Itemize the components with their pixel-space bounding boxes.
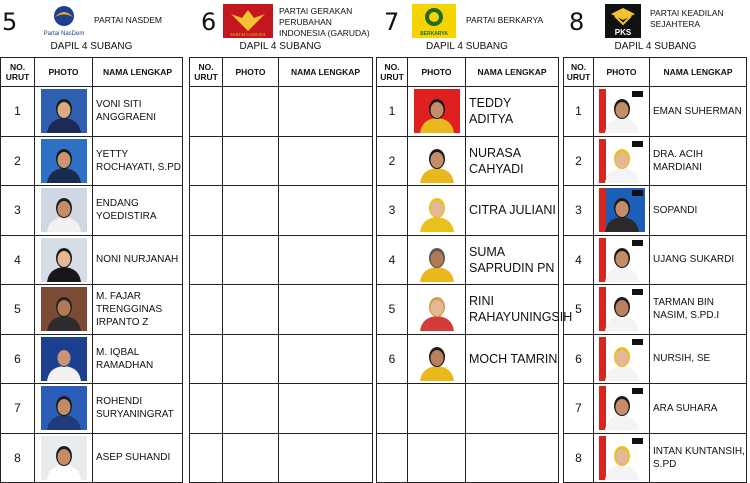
candidate-name: VONI SITI ANGGRAENI	[93, 87, 183, 137]
candidate-photo-cell	[594, 433, 650, 483]
party-header	[376, 0, 558, 40]
photo-face	[615, 350, 628, 366]
candidate-name: UJANG SUKARDI	[650, 235, 747, 285]
candidate-row	[564, 285, 747, 335]
candidate-table	[376, 57, 573, 483]
flag-stripe	[599, 238, 606, 282]
candidate-number: 4	[564, 235, 594, 285]
candidate-number: 6	[564, 334, 594, 384]
candidate-row	[377, 235, 559, 285]
dapil-label: DAPIL 4 SUBANG	[239, 41, 322, 52]
candidate-row	[1, 384, 183, 434]
pks-logo-text: PKS	[614, 28, 632, 37]
party-number: 7	[384, 8, 400, 36]
party-number: 6	[201, 8, 217, 36]
party-name: PARTAI BERKARYA	[466, 15, 544, 25]
candidate-photo-cell	[408, 285, 466, 335]
candidate-number	[190, 186, 223, 236]
candidate-number: 2	[564, 136, 594, 186]
candidate-photo-cell	[223, 433, 279, 483]
photo-face	[615, 152, 628, 168]
candidate-row	[1, 285, 183, 335]
candidate-name	[466, 384, 559, 434]
candidate-number: 5	[564, 285, 594, 335]
candidate-name: NURSIH, SE	[650, 334, 747, 384]
candidate-row	[1, 433, 183, 483]
party-name: PARTAI GERAKAN PERUBAHAN INDONESIA (GARUDA)	[279, 6, 370, 38]
candidate-row	[377, 384, 559, 434]
candidate-name	[279, 87, 373, 137]
candidate-photo	[414, 287, 460, 331]
col-header-photo: PHOTO	[35, 58, 93, 87]
candidate-name	[279, 235, 373, 285]
candidate-photo-cell	[408, 384, 466, 434]
photo-face	[430, 300, 443, 316]
party-header	[563, 0, 748, 40]
pks-badge	[632, 91, 643, 97]
party-panel-berkarya	[376, 0, 573, 482]
candidate-name: ARA SUHARA	[650, 384, 747, 434]
candidate-row	[564, 136, 747, 186]
candidate-photo	[41, 89, 87, 133]
candidate-photo-cell	[223, 334, 279, 384]
flag-stripe	[599, 386, 606, 430]
party-number: 8	[569, 8, 585, 36]
candidate-name	[279, 334, 373, 384]
col-header-no: NO. URUT	[1, 58, 35, 87]
candidate-name: NONI NURJANAH	[93, 235, 183, 285]
candidate-row	[564, 433, 747, 483]
candidate-number: 5	[1, 285, 35, 335]
berkarya-logo-text: BERKARYA	[420, 31, 448, 37]
dapil-label: DAPIL 4 SUBANG	[50, 41, 133, 52]
photo-face	[615, 399, 628, 415]
candidate-row	[1, 186, 183, 236]
candidate-number: 6	[377, 334, 408, 384]
flag-stripe	[599, 287, 606, 331]
candidate-row	[377, 87, 559, 137]
photo-face	[615, 449, 628, 465]
candidate-number: 1	[564, 87, 594, 137]
candidate-number: 3	[1, 186, 35, 236]
candidate-row	[190, 186, 373, 236]
candidate-photo	[599, 386, 645, 430]
candidate-photo-cell	[35, 87, 93, 137]
candidate-name	[279, 433, 373, 483]
candidate-photo	[414, 337, 460, 381]
candidate-name: SUMA SAPRUDIN PN	[466, 235, 559, 285]
candidate-photo-cell	[35, 235, 93, 285]
candidate-row	[190, 334, 373, 384]
photo-face	[430, 201, 443, 217]
col-header-no: NO. URUT	[190, 58, 223, 87]
candidate-number: 3	[564, 186, 594, 236]
berkarya-logo	[412, 4, 456, 43]
party-panel-pks	[563, 0, 748, 482]
candidate-photo-cell	[594, 235, 650, 285]
pks-badge	[632, 339, 643, 345]
party-panel-garuda	[189, 0, 372, 482]
candidate-number	[190, 285, 223, 335]
candidate-name: ASEP SUHANDI	[93, 433, 183, 483]
candidate-row	[377, 136, 559, 186]
candidate-photo-cell	[408, 433, 466, 483]
candidate-row	[190, 235, 373, 285]
candidate-photo	[599, 139, 645, 183]
pks-badge	[632, 240, 643, 246]
candidate-number: 8	[1, 433, 35, 483]
pks-badge	[632, 190, 643, 196]
candidate-name: M. FAJAR TRENGGINAS IRPANTO Z	[93, 285, 183, 335]
candidate-photo-cell	[594, 334, 650, 384]
candidate-row	[1, 334, 183, 384]
candidate-photo-cell	[223, 186, 279, 236]
photo-face	[615, 201, 628, 217]
candidate-photo-cell	[594, 384, 650, 434]
candidate-number: 7	[564, 384, 594, 434]
party-name: PARTAI NASDEM	[94, 15, 163, 25]
candidate-photo-cell	[35, 433, 93, 483]
candidate-photo-cell	[35, 334, 93, 384]
candidate-row	[377, 285, 559, 335]
garuda-logo-text: PARTAI GARUDA	[230, 32, 266, 37]
candidate-photo	[599, 89, 645, 133]
candidate-row	[564, 235, 747, 285]
photo-face	[615, 251, 628, 267]
candidate-photo	[599, 287, 645, 331]
candidate-name: TARMAN BIN NASIM, S.PD.I	[650, 285, 747, 335]
candidate-photo-cell	[594, 87, 650, 137]
pks-badge	[632, 438, 643, 444]
candidate-number	[190, 136, 223, 186]
photo-face	[57, 399, 70, 415]
photo-face	[57, 449, 70, 465]
candidate-name	[279, 384, 373, 434]
candidate-number	[190, 334, 223, 384]
candidate-row	[377, 186, 559, 236]
party-name: PARTAI KEADILAN SEJAHTERA	[650, 8, 724, 29]
dapil-label: DAPIL 4 SUBANG	[614, 41, 697, 52]
candidate-row	[190, 87, 373, 137]
photo-face	[57, 201, 70, 217]
candidate-photo-cell	[408, 136, 466, 186]
party-number: 5	[2, 8, 18, 36]
candidate-number	[190, 235, 223, 285]
col-header-name: NAMA LENGKAP	[279, 58, 373, 87]
party-panel-nasdem	[0, 0, 183, 482]
candidate-name: MOCH TAMRIN	[466, 334, 559, 384]
nasdem-logo	[42, 4, 86, 43]
candidate-photo	[599, 337, 645, 381]
candidate-name: INTAN KUNTANSIH, S.PD	[650, 433, 747, 483]
candidate-photo-cell	[223, 87, 279, 137]
candidate-photo	[41, 337, 87, 381]
candidate-photo	[414, 89, 460, 133]
candidate-name: EMAN SUHERMAN	[650, 87, 747, 137]
candidate-number: 4	[377, 235, 408, 285]
candidate-photo-cell	[408, 235, 466, 285]
flag-stripe	[599, 89, 606, 133]
candidate-number: 8	[564, 433, 594, 483]
candidate-row	[564, 87, 747, 137]
photo-face	[57, 350, 70, 366]
candidate-photo	[599, 188, 645, 232]
photo-face	[57, 251, 70, 267]
photo-face	[430, 102, 443, 118]
col-header-photo: PHOTO	[594, 58, 650, 87]
candidate-number: 4	[1, 235, 35, 285]
candidate-name: ENDANG YOEDISTIRA	[93, 186, 183, 236]
candidate-number	[190, 384, 223, 434]
candidate-photo-cell	[223, 136, 279, 186]
candidate-photo	[414, 139, 460, 183]
col-header-no: NO. URUT	[564, 58, 594, 87]
candidate-row	[1, 136, 183, 186]
col-header-name: NAMA LENGKAP	[93, 58, 183, 87]
candidate-number: 5	[377, 285, 408, 335]
candidate-photo	[41, 188, 87, 232]
candidate-photo-cell	[594, 136, 650, 186]
candidate-row	[377, 334, 559, 384]
candidate-number: 2	[1, 136, 35, 186]
candidate-name	[279, 186, 373, 236]
candidate-name: DRA. ACIH MARDIANI	[650, 136, 747, 186]
candidate-photo-cell	[223, 235, 279, 285]
candidate-name	[279, 136, 373, 186]
dapil-label: DAPIL 4 SUBANG	[426, 41, 508, 52]
candidate-name: SOPANDI	[650, 186, 747, 236]
flag-stripe	[599, 436, 606, 480]
candidate-table	[189, 57, 373, 483]
candidate-number	[190, 87, 223, 137]
candidate-number: 7	[1, 384, 35, 434]
candidate-row	[190, 433, 373, 483]
candidate-name	[466, 433, 559, 483]
candidate-photo	[414, 238, 460, 282]
photo-face	[57, 152, 70, 168]
pks-logo	[605, 4, 641, 43]
candidate-photo-cell	[408, 334, 466, 384]
candidate-name: ROHENDI SURYANINGRAT	[93, 384, 183, 434]
candidate-photo-cell	[35, 384, 93, 434]
candidate-name: RINI RAHAYUNINGSIH	[466, 285, 559, 335]
candidate-name: TEDDY ADITYA	[466, 87, 559, 137]
candidate-photo	[599, 436, 645, 480]
col-header-no: NO. URUT	[377, 58, 408, 87]
col-header-photo: PHOTO	[223, 58, 279, 87]
candidate-photo-cell	[223, 384, 279, 434]
candidate-number: 3	[377, 186, 408, 236]
party-header	[189, 0, 372, 40]
pks-badge	[632, 141, 643, 147]
candidate-photo-cell	[35, 186, 93, 236]
flag-stripe	[599, 188, 606, 232]
candidate-number: 2	[377, 136, 408, 186]
photo-face	[430, 251, 443, 267]
candidate-name: YETTY ROCHAYATI, S.PD	[93, 136, 183, 186]
candidate-number: 6	[1, 334, 35, 384]
candidate-photo-cell	[223, 285, 279, 335]
candidate-row	[1, 235, 183, 285]
candidate-photo	[41, 139, 87, 183]
candidate-row	[190, 384, 373, 434]
party-header	[0, 0, 183, 40]
photo-face	[57, 300, 70, 316]
candidate-name	[279, 285, 373, 335]
candidate-number: 1	[1, 87, 35, 137]
candidate-name: NURASA CAHYADI	[466, 136, 559, 186]
candidate-row	[564, 186, 747, 236]
photo-face	[57, 102, 70, 118]
candidate-name: CITRA JULIANI	[466, 186, 559, 236]
col-header-name: NAMA LENGKAP	[466, 58, 559, 87]
candidate-photo-cell	[594, 186, 650, 236]
pks-badge	[632, 289, 643, 295]
candidate-photo-cell	[408, 186, 466, 236]
col-header-name: NAMA LENGKAP	[650, 58, 747, 87]
candidate-photo-cell	[35, 136, 93, 186]
candidate-number	[377, 384, 408, 434]
candidate-row	[377, 433, 559, 483]
candidate-number	[377, 433, 408, 483]
garuda-logo	[223, 4, 273, 43]
nasdem-logo-text: Partai NasDem	[43, 31, 85, 37]
candidate-photo	[414, 188, 460, 232]
flag-stripe	[599, 337, 606, 381]
candidate-row	[564, 384, 747, 434]
candidate-table	[0, 57, 183, 483]
candidate-name: M. IQBAL RAMADHAN	[93, 334, 183, 384]
candidate-photo	[41, 287, 87, 331]
candidate-table	[563, 57, 747, 483]
col-header-photo: PHOTO	[408, 58, 466, 87]
flag-stripe	[599, 139, 606, 183]
candidate-number	[190, 433, 223, 483]
candidate-photo	[41, 238, 87, 282]
candidate-photo-cell	[35, 285, 93, 335]
photo-face	[615, 102, 628, 118]
candidate-photo	[41, 386, 87, 430]
candidate-row	[190, 285, 373, 335]
photo-face	[615, 300, 628, 316]
candidate-row	[564, 334, 747, 384]
photo-face	[430, 350, 443, 366]
candidate-photo	[599, 238, 645, 282]
candidate-number: 1	[377, 87, 408, 137]
photo-face	[430, 152, 443, 168]
candidate-photo-cell	[408, 87, 466, 137]
candidate-photo-cell	[594, 285, 650, 335]
candidate-row	[190, 136, 373, 186]
pks-badge	[632, 388, 643, 394]
candidate-row	[1, 87, 183, 137]
candidate-photo	[41, 436, 87, 480]
